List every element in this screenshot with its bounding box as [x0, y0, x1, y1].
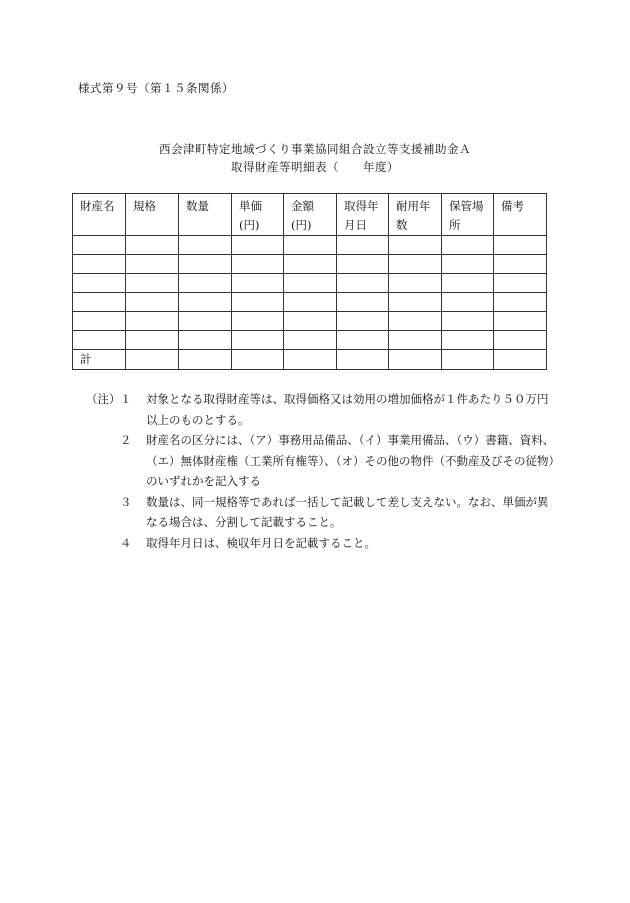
header-asset-name: 財産名 [73, 194, 126, 236]
table-cell [73, 293, 126, 312]
table-cell [284, 293, 337, 312]
table-cell [442, 293, 494, 312]
table-cell [232, 331, 284, 350]
note-number: １ [120, 392, 132, 406]
title-line-2: 取得財産等明細表（ 年度） [231, 160, 399, 174]
note-item [86, 389, 556, 430]
header-useful-life: 耐用年 数 [389, 194, 442, 236]
table-cell [284, 312, 337, 331]
notes-prefix: （注） [86, 392, 121, 406]
table-cell [73, 312, 126, 331]
table-cell [389, 293, 442, 312]
table-cell [73, 331, 126, 350]
note-number: ３ [120, 494, 132, 509]
header-amount: 金額 (円) [284, 194, 337, 236]
asset-detail-table [72, 193, 547, 370]
header-acquisition-date: 取得年 月日 [337, 194, 389, 236]
note-item [86, 533, 556, 554]
table-row [73, 331, 547, 350]
note-number: ４ [120, 535, 132, 550]
table-cell [337, 236, 389, 255]
table-cell [126, 255, 179, 274]
header-spec: 規格 [126, 194, 179, 236]
table-cell [179, 331, 232, 350]
table-cell [232, 350, 284, 370]
table-header-row [73, 194, 547, 236]
table-cell [389, 236, 442, 255]
note-number: ２ [120, 433, 132, 447]
table-cell [494, 293, 547, 312]
table-cell [179, 293, 232, 312]
table-cell [337, 255, 389, 274]
header-storage-location: 保管場 所 [442, 194, 494, 236]
table-cell [232, 312, 284, 331]
table-cell [73, 274, 126, 293]
table-cell [126, 293, 179, 312]
table-cell [284, 255, 337, 274]
table-cell [494, 331, 547, 350]
table-cell [179, 312, 232, 331]
table-cell [389, 331, 442, 350]
notes-section [86, 389, 556, 553]
total-row [73, 350, 547, 370]
table-cell [232, 255, 284, 274]
table-cell [126, 331, 179, 350]
document-title [0, 140, 630, 176]
table-cell [442, 350, 494, 370]
note-text: 数量は、同一規格等であれば一括して記載して差し支えない。なお、単価が異なる場合は、分割して記載すること。 [146, 494, 549, 529]
header-unit-price: 単価 (円) [232, 194, 284, 236]
table-cell [442, 255, 494, 274]
table-cell [494, 312, 547, 331]
table-cell [73, 236, 126, 255]
table-cell [126, 350, 179, 370]
header-quantity: 数量 [179, 194, 232, 236]
table-cell [232, 293, 284, 312]
table-cell [337, 350, 389, 370]
table-cell [284, 274, 337, 293]
table-row [73, 274, 547, 293]
table-cell [179, 350, 232, 370]
table-cell [442, 312, 494, 331]
table-cell [284, 236, 337, 255]
total-label: 計 [73, 350, 126, 370]
table-cell [337, 331, 389, 350]
note-item [86, 430, 556, 492]
table-row [73, 236, 547, 255]
table-cell [494, 274, 547, 293]
table-cell [179, 274, 232, 293]
table-cell [442, 236, 494, 255]
title-line-1: 西会津町特定地域づくり事業協同組合設立等支援補助金Ａ [159, 142, 471, 156]
table-row [73, 312, 547, 331]
table-cell [232, 236, 284, 255]
header-remarks: 備考 [494, 194, 547, 236]
note-text: 財産名の区分には、（ア）事務用品備品、（イ）事業用備品、（ウ）書籍、資料、（エ）無体財産権（工業所有権等）、（オ）その他の物件（不動産及びその従物）のいずれかを記入する [146, 433, 555, 488]
table-cell [494, 255, 547, 274]
table-cell [337, 312, 389, 331]
note-text: 対象となる取得財産等は、取得価格又は効用の増加価格が１件あたり５０万円以上のものとする。 [146, 392, 549, 427]
table-cell [337, 274, 389, 293]
table-cell [284, 350, 337, 370]
table-cell [494, 350, 547, 370]
table-row [73, 255, 547, 274]
note-item [86, 492, 556, 533]
table-cell [232, 274, 284, 293]
form-number: 様式第９号（第１５条関係） [78, 81, 234, 95]
table-row [73, 293, 547, 312]
table-cell [126, 312, 179, 331]
table-cell [126, 274, 179, 293]
table-cell [179, 255, 232, 274]
table-cell [442, 331, 494, 350]
table-cell [284, 331, 337, 350]
table-cell [389, 312, 442, 331]
table-cell [126, 236, 179, 255]
table-cell [73, 255, 126, 274]
table-cell [337, 293, 389, 312]
note-text: 取得年月日は、検収年月日を記載すること。 [146, 535, 376, 550]
table-cell [389, 350, 442, 370]
table-cell [442, 274, 494, 293]
table-cell [389, 255, 442, 274]
table-cell [494, 236, 547, 255]
table-cell [179, 236, 232, 255]
table-cell [389, 274, 442, 293]
